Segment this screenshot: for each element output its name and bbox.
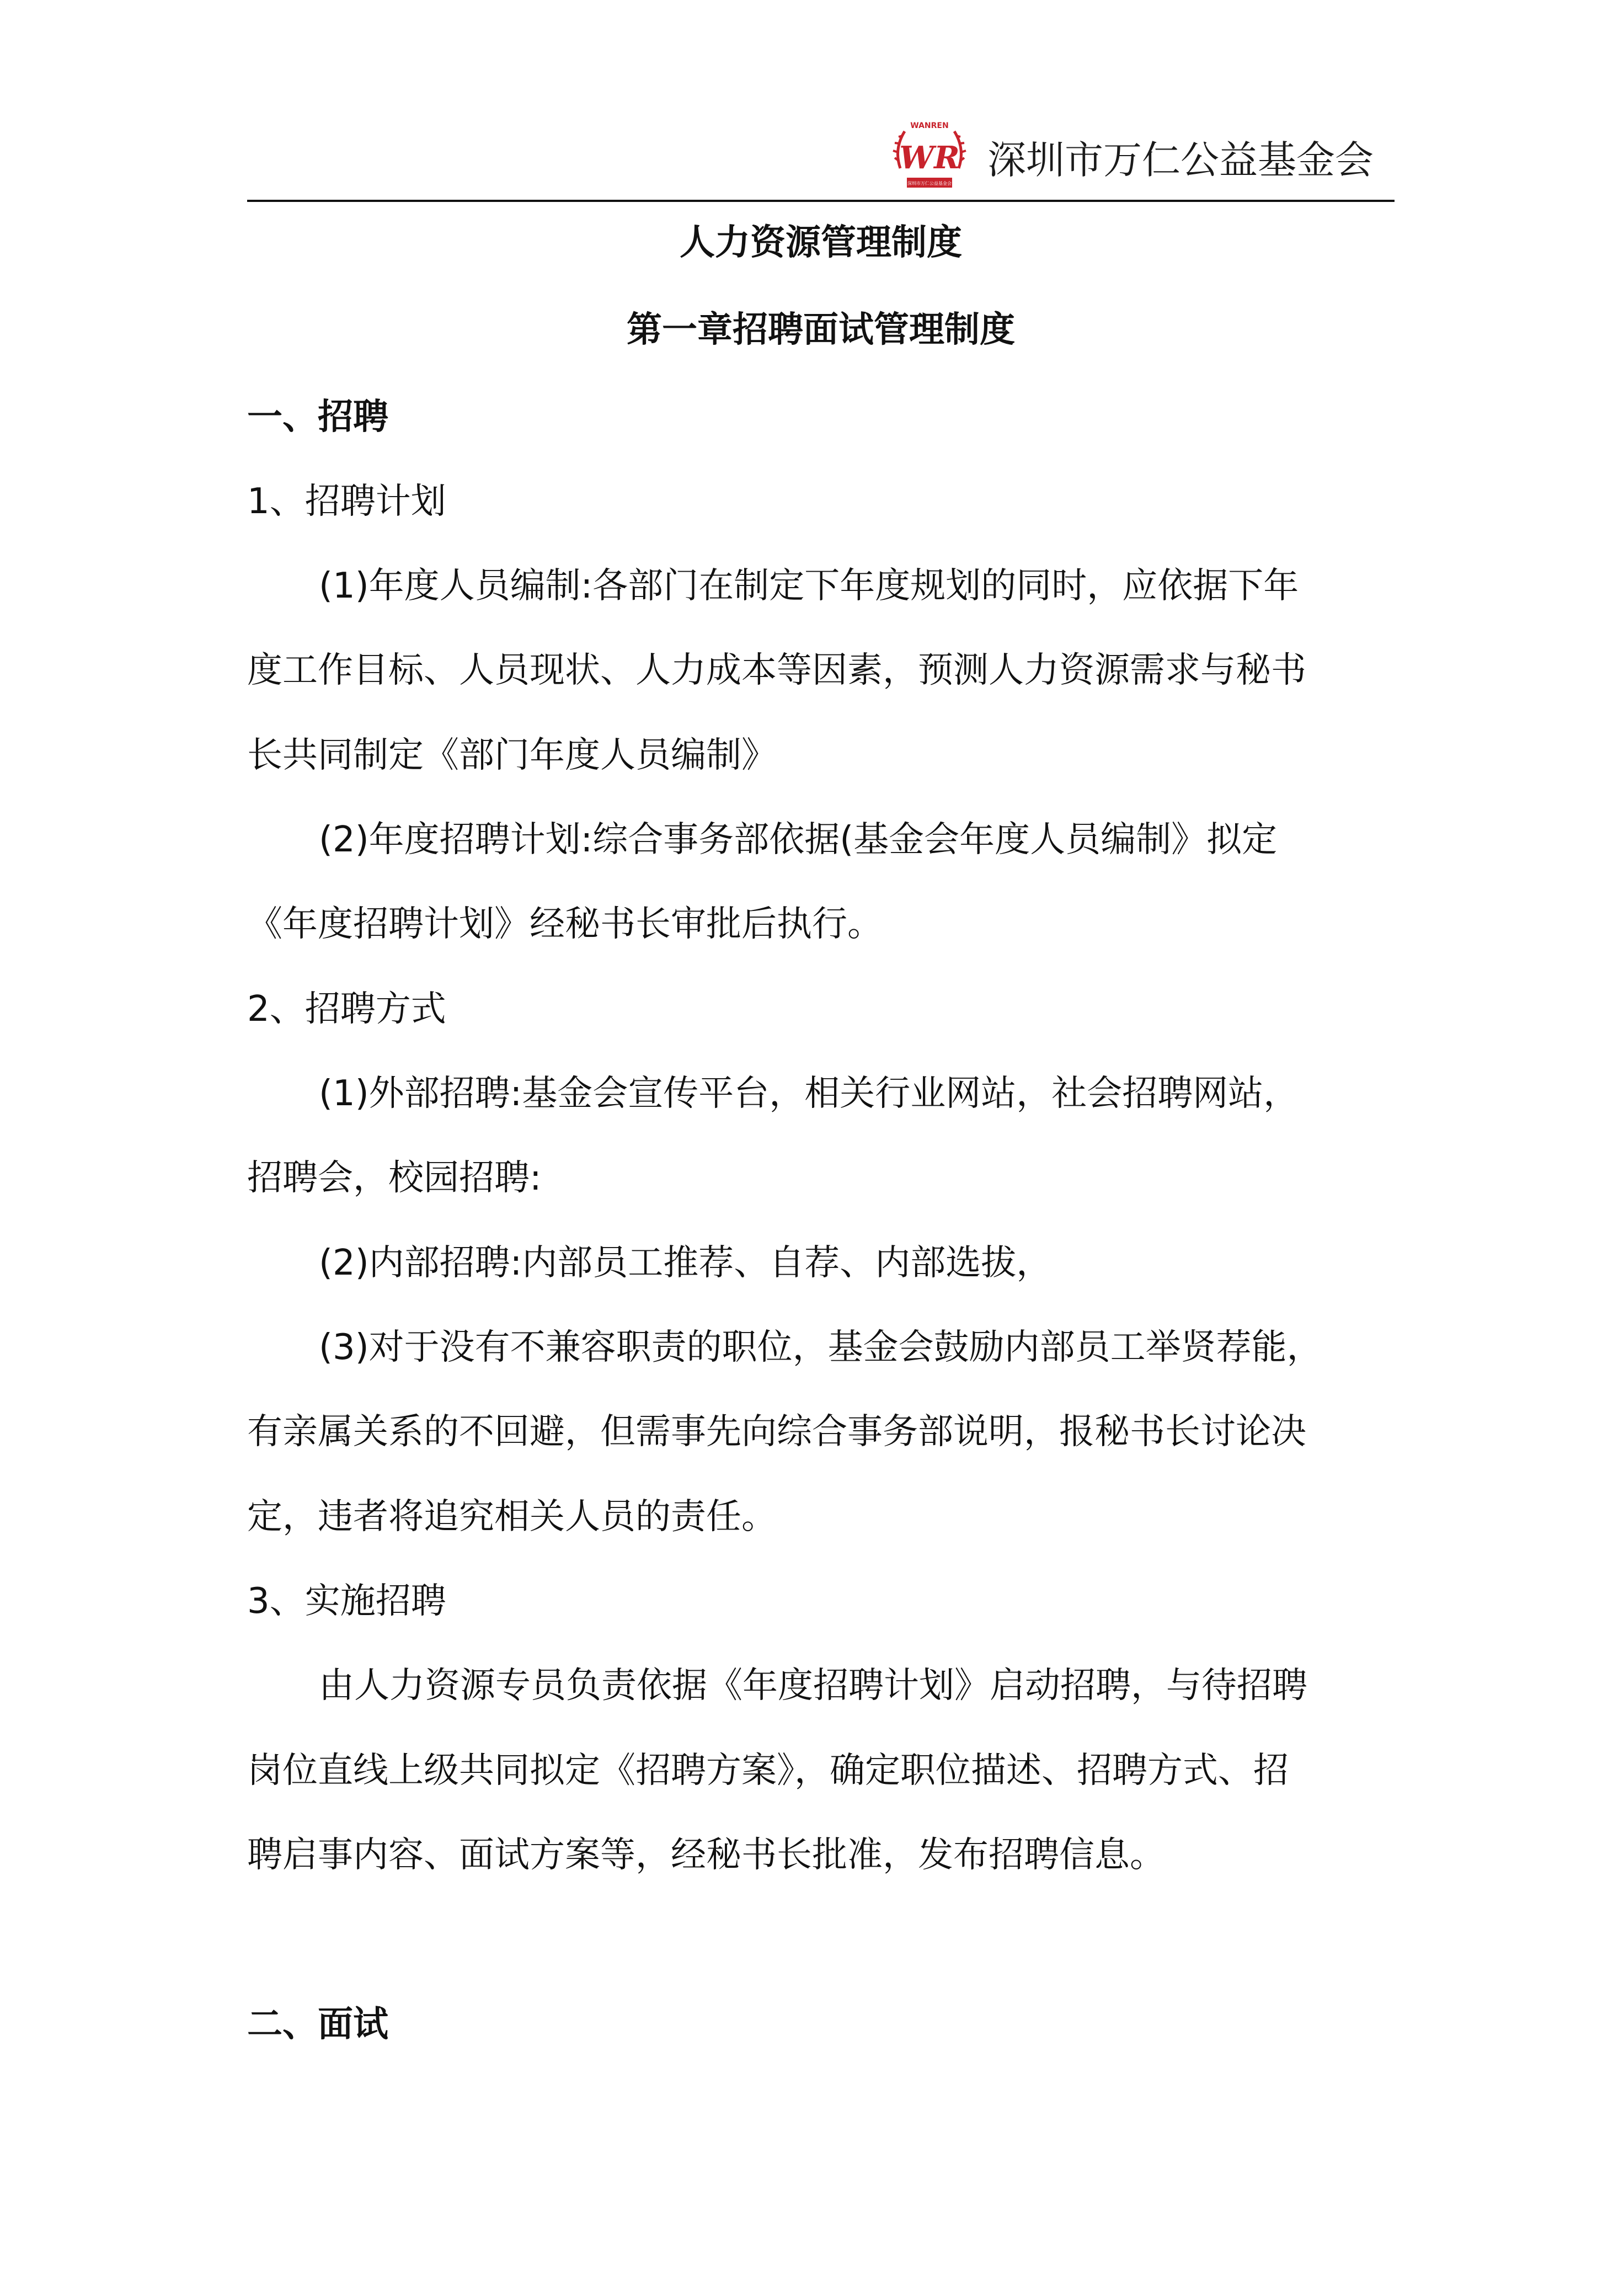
paragraph-line: 定，违者将追究相关人员的责任。 [247, 1496, 777, 1537]
subsection-heading-methods: 2、招聘方式 [247, 989, 446, 1030]
paragraph-line: 聘启事内容、面试方案等，经秘书长批准，发布招聘信息。 [247, 1835, 1165, 1876]
paragraph-line: (3)对于没有不兼容职责的职位，基金会鼓励内部员工举贤荐能， [319, 1327, 1322, 1368]
section-heading-interview: 二、面试 [247, 2004, 388, 2045]
paragraph-line: (1)年度人员编制:各部门在制定下年度规划的同时，应依据下年 [319, 566, 1299, 606]
paragraph-line: 由人力资源专员负责依据《年度招聘计划》启动招聘，与待招聘 [319, 1665, 1307, 1706]
paragraph-line: 度工作目标、人员现状、人力成本等因素，预测人力资源需求与秘书 [247, 650, 1306, 691]
foundation-logo-icon [888, 116, 971, 199]
paragraph-line: (2)内部招聘:内部员工推荐、自荐、内部选拔， [319, 1243, 1052, 1283]
paragraph-line: 《年度招聘计划》经秘书长审批后执行。 [247, 904, 883, 945]
paragraph-line: 招聘会，校园招聘: [247, 1158, 542, 1198]
chapter-title: 第一章招聘面试管理制度 [627, 310, 1015, 350]
logo-ribbon-text: 深圳市万仁公益基金会 [907, 181, 952, 186]
paragraph-line: (2)年度招聘计划:综合事务部依据(基金会年度人员编制》拟定 [319, 819, 1278, 860]
logo-arc-text: WANREN [910, 121, 949, 130]
subsection-heading-plan: 1、招聘计划 [247, 481, 446, 522]
logo-monogram: WR [899, 140, 960, 176]
paragraph-line: 长共同制定《部门年度人员编制》 [247, 735, 777, 776]
header-divider [247, 200, 1395, 202]
paragraph-line: 岗位直线上级共同拟定《招聘方案》，确定职位描述、招聘方式、招 [247, 1750, 1289, 1791]
header-org-name: 深圳市万仁公益基金会 [987, 137, 1374, 183]
paragraph-line: 有亲属关系的不回避，但需事先向综合事务部说明，报秘书长讨论决 [247, 1411, 1306, 1452]
subsection-heading-implementation: 3、实施招聘 [247, 1581, 446, 1622]
section-heading-recruitment: 一、招聘 [247, 397, 388, 438]
paragraph-line: (1)外部招聘:基金会宣传平台，相关行业网站，社会招聘网站， [319, 1073, 1299, 1114]
document-title: 人力资源管理制度 [680, 222, 962, 263]
